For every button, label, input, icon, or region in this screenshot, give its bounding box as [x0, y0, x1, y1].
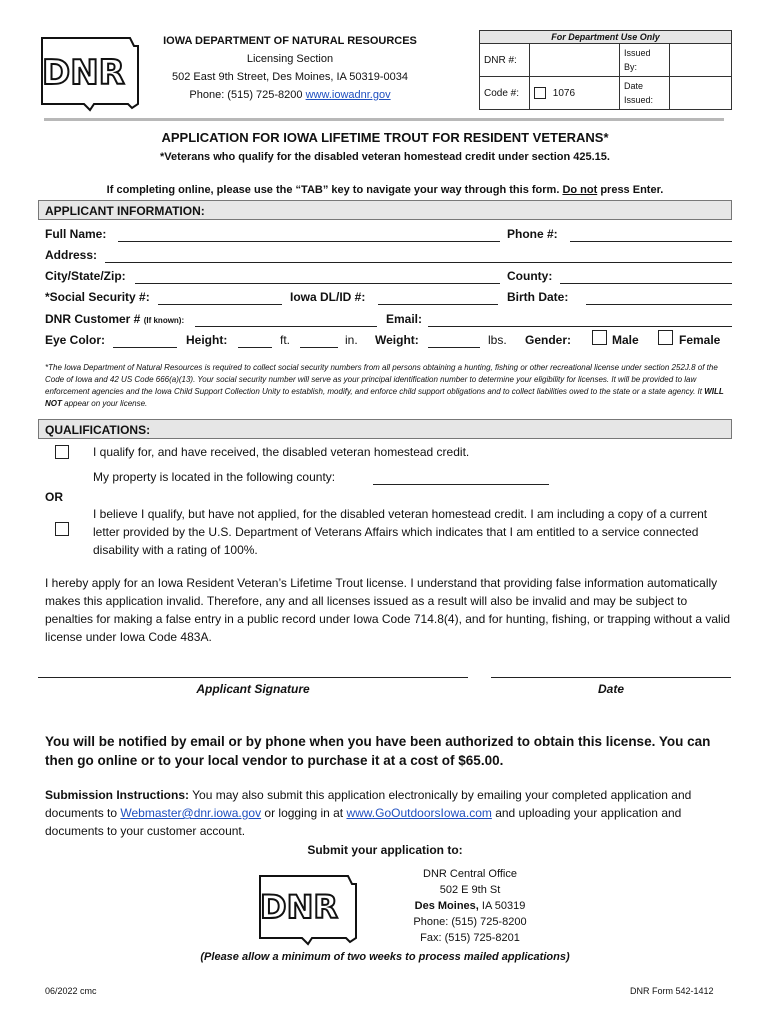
section-name: Licensing Section — [246, 53, 334, 65]
form-subtitle: *Veterans who qualify for the disabled veteran homestead credit under section 425.15. — [160, 151, 610, 163]
full-name-field[interactable] — [118, 241, 500, 242]
agency-name: IOWA DEPARTMENT OF NATURAL RESOURCES — [163, 35, 417, 47]
address-field[interactable] — [105, 262, 732, 263]
form-title: APPLICATION FOR IOWA LIFETIME TROUT FOR RESIDENT VETERANS* — [161, 130, 609, 145]
date-field[interactable] — [491, 677, 731, 678]
height-feet-field[interactable] — [238, 347, 272, 348]
height-inches-field[interactable] — [300, 347, 338, 348]
declaration-text: I hereby apply for an Iowa Resident Veteran’s Lifetime Trout license. I understand that providing false information automatically makes this application invalid. Therefore, any and all licenses issued as a result will also be invalid and may be subject to penalties for making a false entry in a public record under Iowa Code 714.8(4), and for hunting, fishing, or trapping without a valid license under Iowa Code 483A. — [45, 576, 731, 644]
code-value: 1076 — [552, 87, 576, 99]
ssn-notice — [45, 362, 730, 410]
logo-text: DNR — [42, 53, 125, 93]
submission-text: You may also submit this application electronically by emailing your completed application and documents to — [45, 788, 692, 820]
agency-website-link[interactable]: www.iowadnr.gov — [305, 89, 391, 101]
applicant-info-title: APPLICANT INFORMATION: — [45, 204, 205, 218]
code-cell — [530, 77, 620, 110]
qualifications-title: QUALIFICATIONS: — [45, 423, 151, 437]
signature-field[interactable] — [38, 677, 468, 678]
dnr-logo-bottom — [252, 872, 364, 948]
instruction-do-not: Do not — [562, 184, 598, 196]
office-address — [390, 866, 550, 946]
issued-by-label: Issued By: — [620, 44, 670, 77]
applicant-info-header — [38, 200, 732, 220]
logo-text-bottom: DNR — [260, 888, 338, 926]
go-outdoors-link[interactable]: www.GoOutdoorsIowa.com — [346, 806, 492, 820]
date-label: Date — [597, 682, 624, 696]
ssn-notice-text-end: appear on your license. — [61, 399, 148, 408]
weight-label: Weight: — [375, 333, 419, 347]
gender-label: Gender: — [525, 333, 572, 347]
pounds-unit: lbs. — [488, 333, 507, 347]
office-phone: Phone: (515) 725-8200 — [413, 916, 527, 928]
property-county-field[interactable] — [373, 484, 549, 485]
date-issued-label: Date Issued: — [620, 77, 670, 110]
phone-field[interactable] — [570, 241, 732, 242]
dnr-number-label: DNR #: — [480, 44, 530, 77]
dnr-customer-label — [45, 312, 184, 326]
female-checkbox[interactable] — [658, 330, 673, 345]
ssn-notice-bold: WILL NOT — [45, 387, 724, 408]
male-label: Male — [612, 333, 639, 347]
qualify-received-text: I qualify for, and have received, the disabled veteran homestead credit. — [93, 445, 470, 459]
qualify-received-checkbox[interactable] — [55, 445, 69, 459]
tab-instruction — [38, 184, 732, 196]
property-county-label: My property is located in the following county: — [93, 470, 336, 484]
footer-form-number: DNR Form 542-1412 — [630, 986, 714, 996]
submission-instructions — [45, 786, 735, 840]
qualify-pending-text: I believe I qualify, but have not applied, for the disabled veteran homestead credit. I am including a copy of a current letter provided by the U.S. Department of Veterans Affairs which indicates that I am entitled to a service connected disability with a rating of 100%. — [93, 507, 708, 557]
birth-date-label: Birth Date: — [507, 290, 569, 304]
email-label: Email: — [386, 312, 423, 326]
issued-by-field[interactable] — [670, 44, 732, 77]
height-label: Height: — [186, 333, 228, 347]
iowa-dl-field[interactable] — [378, 304, 498, 305]
signature-label: Applicant Signature — [196, 682, 310, 696]
department-use-title: For Department Use Only — [480, 31, 732, 44]
male-checkbox[interactable] — [592, 330, 607, 345]
department-use-box — [479, 30, 732, 110]
qualify-pending-checkbox[interactable] — [55, 522, 69, 536]
full-name-label: Full Name: — [45, 227, 107, 241]
office-city — [390, 898, 550, 914]
instruction-text: If completing online, please use the “TAB” key to navigate your way through this form. — [106, 184, 563, 196]
phone-label: Phone #: — [507, 227, 558, 241]
submission-text-3: and uploading your application and documents to your customer account. — [45, 806, 682, 838]
code-checkbox[interactable] — [534, 87, 546, 99]
dnr-customer-text: DNR Customer # — [45, 312, 141, 326]
agency-contact — [150, 89, 430, 101]
footer-revision: 06/2022 cmc — [45, 986, 97, 996]
office-city-name: Des Moines, — [414, 900, 479, 912]
iowa-dl-label: Iowa DL/ID #: — [290, 290, 366, 304]
ssn-field[interactable] — [158, 304, 282, 305]
office-state-zip: IA 50319 — [478, 900, 526, 912]
dnr-customer-field[interactable] — [195, 326, 377, 327]
date-issued-field[interactable] — [670, 77, 732, 110]
city-state-zip-label: City/State/Zip: — [45, 269, 126, 283]
ssn-label: *Social Security #: — [45, 290, 150, 304]
agency-phone: Phone: (515) 725-8200 — [189, 89, 303, 101]
submit-to-label: Submit your application to: — [307, 843, 463, 857]
eye-color-field[interactable] — [113, 347, 177, 348]
email-field[interactable] — [428, 326, 732, 327]
ssn-notice-text: *The Iowa Department of Natural Resources is required to collect social security numbers from all persons obtaining a hunting, fishing or other recreational license under section 252J.8 of the Code of Iowa and 42 US Code 666(a)(13). Your social security number will serve as your principal identification number to determine your eligibility for licenses. It will be provided to law enforcement agencies and the Iowa Child Support Collection Unity to establish, modify, and enforce child support obligations and to collect liabilities owed to the state or a state agency. It — [45, 363, 718, 396]
weight-field[interactable] — [428, 347, 480, 348]
dnr-logo — [34, 34, 146, 114]
city-state-zip-field[interactable] — [135, 283, 500, 284]
webmaster-email-link[interactable]: Webmaster@dnr.iowa.gov — [120, 806, 262, 820]
address-label: Address: — [45, 248, 98, 262]
dnr-customer-if-known: (If known): — [143, 316, 185, 325]
female-label: Female — [679, 333, 721, 347]
office-fax: Fax: (515) 725-8201 — [420, 932, 520, 944]
header-divider — [44, 118, 724, 121]
or-label: OR — [45, 490, 63, 504]
dnr-number-field[interactable] — [530, 44, 620, 77]
submission-label: Submission Instructions: — [45, 788, 190, 802]
qualifications-header — [38, 419, 732, 439]
submission-text-2: or logging in at — [261, 806, 347, 820]
office-street: 502 E 9th St — [439, 884, 501, 896]
inches-unit: in. — [345, 333, 358, 347]
mail-processing-note: (Please allow a minimum of two weeks to process mailed applications) — [200, 951, 570, 963]
birth-date-field[interactable] — [586, 304, 732, 305]
eye-color-label: Eye Color: — [45, 333, 106, 347]
office-name: DNR Central Office — [423, 868, 517, 880]
notification-text: You will be notified by email or by phone when you have been authorized to obtain this license. You can then go online or to your local vendor to purchase it at a cost of $65.00. — [45, 734, 711, 768]
county-field[interactable] — [560, 283, 732, 284]
county-label: County: — [507, 269, 553, 283]
instruction-text-end: press Enter. — [597, 184, 664, 196]
code-label: Code #: — [480, 77, 530, 110]
feet-unit: ft. — [280, 333, 291, 347]
agency-address: 502 East 9th Street, Des Moines, IA 50319-0034 — [171, 71, 409, 83]
